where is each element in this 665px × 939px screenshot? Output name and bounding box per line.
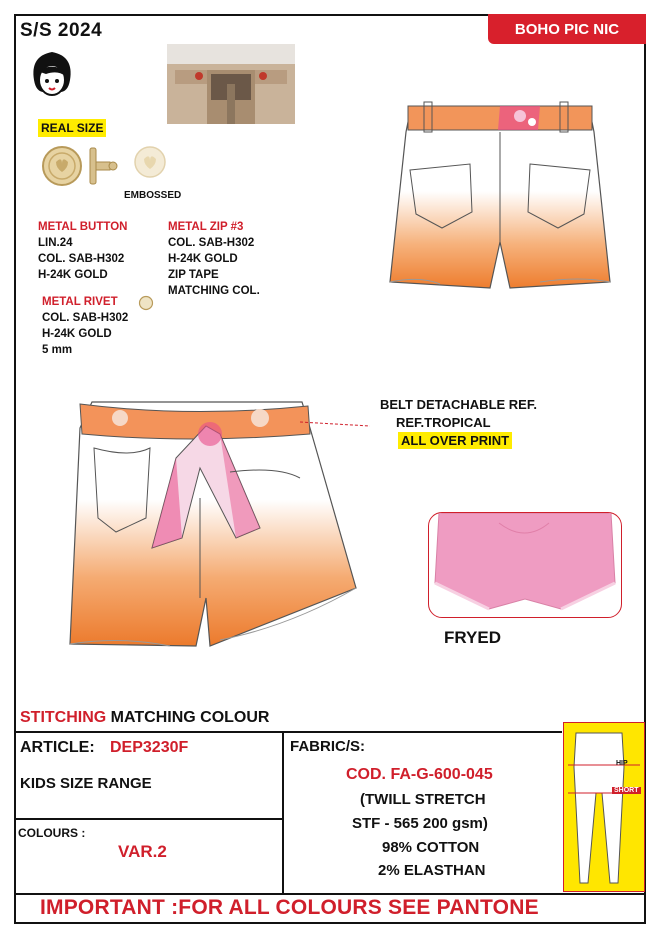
colours-label: COLOURS : bbox=[18, 826, 86, 840]
collection-badge: BOHO PIC NIC bbox=[488, 14, 646, 44]
table-top-border bbox=[14, 731, 562, 733]
article-colours-divider bbox=[14, 818, 284, 820]
table-bottom-border bbox=[14, 893, 646, 895]
metal-zip-line-2: H-24K GOLD bbox=[168, 253, 238, 265]
article-code: DEP3230F bbox=[110, 739, 189, 756]
stitching-value: MATCHING COLOUR bbox=[110, 709, 270, 726]
metal-button-icon bbox=[38, 142, 178, 192]
metal-rivet-line-1: COL. SAB-H302 bbox=[42, 312, 129, 324]
table-divider bbox=[282, 731, 284, 894]
metal-button-line-2: COL. SAB-H302 bbox=[38, 253, 125, 265]
metal-zip-title: METAL ZIP #3 bbox=[168, 221, 244, 233]
colours-value: VAR.2 bbox=[118, 842, 167, 861]
metal-button-line-3: H-24K GOLD bbox=[38, 269, 108, 281]
fabric-line-3: 98% COTTON bbox=[382, 839, 480, 856]
fryed-label: FRYED bbox=[444, 628, 501, 647]
metal-button-title: METAL BUTTON bbox=[38, 221, 128, 233]
season-label: S/S 2024 bbox=[20, 20, 103, 41]
stitching-row bbox=[20, 709, 269, 727]
belt-pointer-line bbox=[300, 418, 380, 432]
embossed-label: EMBOSSED bbox=[124, 190, 182, 201]
size-range-label: KIDS SIZE RANGE bbox=[20, 775, 152, 792]
fryed-photo-frame bbox=[428, 512, 622, 618]
pantone-warning: IMPORTANT :FOR ALL COLOURS SEE PANTONE bbox=[40, 896, 539, 919]
belt-callout-line-3: ALL OVER PRINT bbox=[398, 432, 512, 449]
shorts-back-view-illustration bbox=[380, 92, 620, 302]
fabric-line-2: STF - 565 200 gsm) bbox=[352, 815, 488, 832]
short-label: SHORT bbox=[614, 787, 639, 794]
belt-callout-line-2: REF.TROPICAL bbox=[396, 415, 491, 430]
belt-callout-line-1: BELT DETACHABLE REF. bbox=[380, 397, 537, 412]
metal-rivet-line-2: H-24K GOLD bbox=[42, 328, 112, 340]
real-size-label: REAL SIZE bbox=[38, 119, 106, 137]
fabric-line-4: 2% ELASTHAN bbox=[378, 862, 486, 879]
metal-rivet-line-3: 5 mm bbox=[42, 344, 73, 356]
fit-diagram-panel bbox=[563, 722, 645, 892]
fryed-shorts-photo bbox=[429, 513, 621, 617]
metal-rivet-title: METAL RIVET bbox=[42, 296, 118, 308]
stitching-label: STITCHING bbox=[20, 709, 107, 726]
fabric-line-1: (TWILL STRETCH bbox=[360, 791, 486, 808]
article-label: ARTICLE: bbox=[20, 739, 95, 756]
metal-zip-line-1: COL. SAB-H302 bbox=[168, 237, 255, 249]
fabric-label: FABRIC/S: bbox=[290, 738, 365, 755]
waistband-photo bbox=[167, 44, 295, 124]
metal-button-line-1: LIN.24 bbox=[38, 237, 73, 249]
girl-face-logo-icon bbox=[24, 46, 80, 102]
metal-zip-line-4: MATCHING COL. bbox=[168, 285, 260, 297]
leg-mannequin-icon bbox=[564, 723, 644, 891]
hip-label: HIP bbox=[616, 760, 628, 767]
fabric-code: COD. FA-G-600-045 bbox=[346, 766, 493, 783]
metal-zip-line-3: ZIP TAPE bbox=[168, 269, 219, 281]
metal-rivet-icon bbox=[138, 295, 154, 311]
